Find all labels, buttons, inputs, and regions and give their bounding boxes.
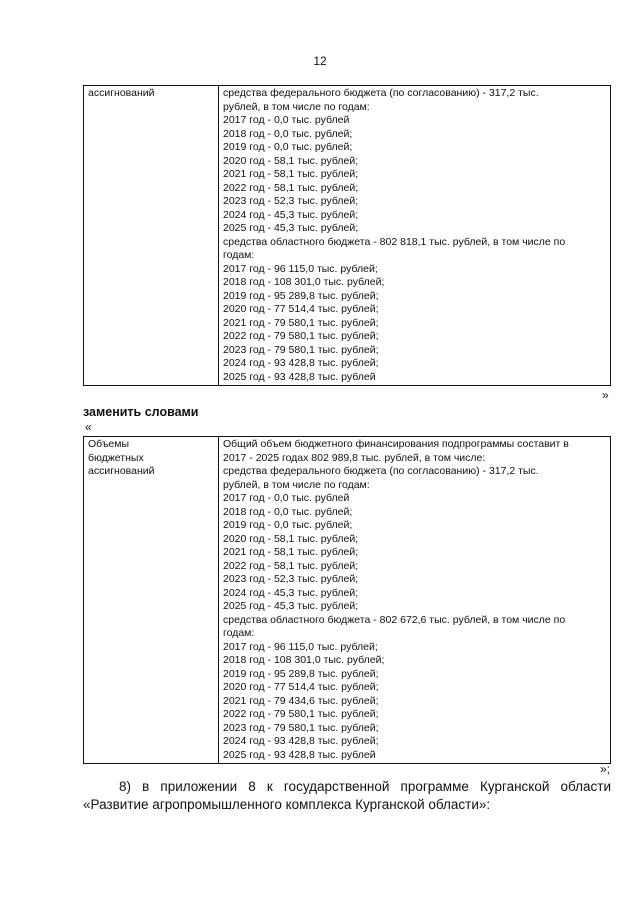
table-line: средства областного бюджета - 802 672,6 тыс. рублей, в том числе по	[223, 613, 566, 626]
table-line: 2020 год - 77 514,4 тыс. рублей;	[223, 303, 379, 315]
table-line: 2022 год - 79 580,1 тыс. рублей;	[223, 708, 379, 720]
table-line: рублей, в том числе по годам:	[223, 100, 370, 113]
table-label-cell	[84, 437, 219, 764]
table-line: 2024 год - 45,3 тыс. рублей;	[223, 586, 359, 599]
table-line: 2021 год - 58,1 тыс. рублей;	[223, 168, 359, 180]
table-line: 2022 год - 58,1 тыс. рублей;	[223, 181, 359, 194]
table-line: 2018 год - 0,0 тыс. рублей;	[223, 127, 353, 140]
opening-quote: «	[85, 420, 92, 434]
table-line: 2023 год - 79 580,1 тыс. рублей;	[223, 343, 379, 356]
table-line: бюджетных	[88, 451, 144, 464]
table-line: рублей, в том числе по годам:	[223, 478, 370, 491]
table-line: 2024 год - 93 428,8 тыс. рублей;	[223, 357, 379, 369]
table-line: средства областного бюджета - 802 818,1 тыс. рублей, в том числе по	[223, 235, 566, 248]
page-number: 12	[313, 54, 327, 68]
table-line: 2022 год - 58,1 тыс. рублей;	[223, 559, 359, 572]
table-content-cell	[219, 437, 611, 764]
table-line: Объемы	[88, 438, 130, 450]
table-line: 2018 год - 108 301,0 тыс. рублей;	[223, 654, 385, 666]
table-line: 2017 год - 0,0 тыс. рублей	[223, 492, 350, 504]
closing-quote-semicolon: »;	[600, 762, 611, 776]
table-line: 2025 год - 93 428,8 тыс. рублей	[223, 370, 376, 383]
replace-with-words-heading: заменить словами	[83, 405, 199, 419]
table-line: 2021 год - 79 580,1 тыс. рублей;	[223, 316, 379, 329]
table-line: 2020 год - 58,1 тыс. рублей;	[223, 154, 359, 167]
table-line: 2019 год - 95 289,8 тыс. рублей;	[223, 289, 379, 302]
table-line: годам:	[223, 627, 255, 639]
budget-table-previous	[83, 85, 611, 386]
table-line: 2021 год - 79 434,6 тыс. рублей;	[223, 694, 379, 707]
table-line: ассигнований	[88, 465, 155, 477]
table-line: 2019 год - 0,0 тыс. рублей;	[223, 141, 353, 153]
table-line: 2017 год - 96 115,0 тыс. рублей;	[223, 262, 378, 275]
table-line: 2025 год - 93 428,8 тыс. рублей	[223, 748, 376, 761]
table-line: 2022 год - 79 580,1 тыс. рублей;	[223, 330, 379, 342]
table-line: 2023 год - 79 580,1 тыс. рублей;	[223, 721, 379, 734]
table-line: 2017 год - 0,0 тыс. рублей	[223, 114, 350, 126]
table-line: 2017 год - 96 115,0 тыс. рублей;	[223, 640, 378, 653]
table-line: 2020 год - 77 514,4 тыс. рублей;	[223, 681, 379, 693]
table-line: 2023 год - 52,3 тыс. рублей;	[223, 195, 359, 207]
table-line: 2024 год - 93 428,8 тыс. рублей;	[223, 735, 379, 747]
table-line: Общий объем бюджетного финансирования подпрограммы составит в	[223, 438, 569, 450]
table-line: 2021 год - 58,1 тыс. рублей;	[223, 546, 359, 558]
table-label: ассигнований	[88, 87, 155, 99]
table-label-cell	[84, 86, 219, 386]
table-content-cell	[219, 86, 611, 386]
table-line: 2025 год - 45,3 тыс. рублей;	[223, 222, 359, 234]
table-line: 2024 год - 45,3 тыс. рублей;	[223, 208, 359, 221]
table-line: 2019 год - 0,0 тыс. рублей;	[223, 519, 353, 531]
table-line: 2025 год - 45,3 тыс. рублей;	[223, 600, 359, 612]
table-row	[84, 86, 611, 386]
table-line: средства федерального бюджета (по согласованию) - 317,2 тыс.	[223, 87, 539, 99]
table-line: 2017 - 2025 годах 802 989,8 тыс. рублей, в том числе:	[223, 451, 486, 464]
closing-quote: »	[602, 388, 609, 402]
table-line: 2019 год - 95 289,8 тыс. рублей;	[223, 667, 379, 680]
table-line: годам:	[223, 249, 255, 261]
table-row	[84, 437, 611, 764]
budget-table-new	[83, 436, 611, 764]
table-line: средства федерального бюджета (по согласованию) - 317,2 тыс.	[223, 465, 539, 477]
table-line: 2018 год - 108 301,0 тыс. рублей;	[223, 276, 385, 288]
table-line: 2018 год - 0,0 тыс. рублей;	[223, 505, 353, 518]
paragraph-item-8	[83, 778, 611, 814]
table-line: 2023 год - 52,3 тыс. рублей;	[223, 573, 359, 585]
paragraph-text: 8) в приложении 8 к государственной программе Курганской области «Развитие агропромышленного комплекса Курганской области»:	[83, 779, 611, 812]
table-line: 2020 год - 58,1 тыс. рублей;	[223, 532, 359, 545]
